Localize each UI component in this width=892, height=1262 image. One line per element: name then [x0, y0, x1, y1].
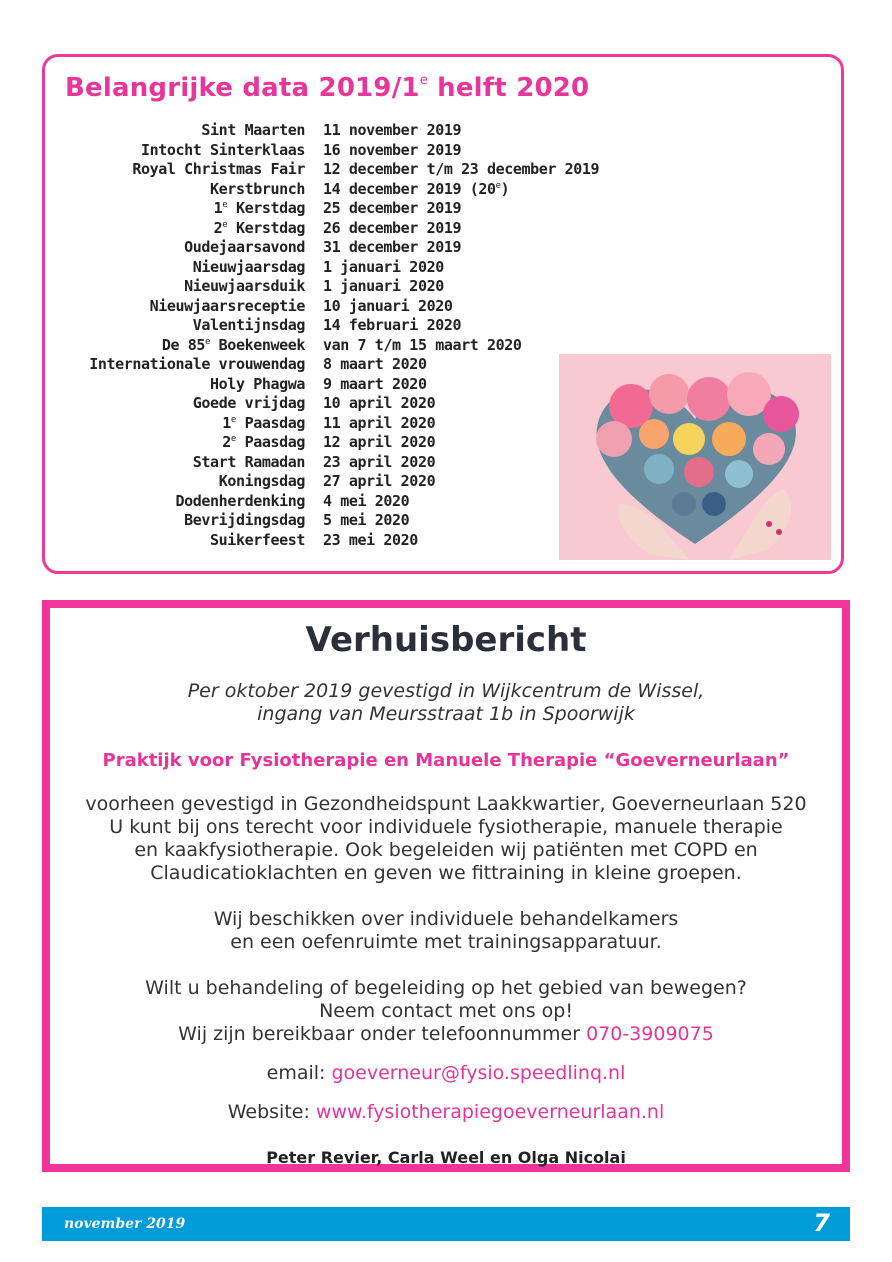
important-dates-box: Belangrijke data 2019/1e helft 2020 Sint Maarten 11 november 2019 Intocht Sinterklaas 16 november 2019 Royal Christmas Fair 12 december t/m 23 december 2019 Kerstbrunch 14 december 2019 (20e) 1e Kerstdag 25 december 2019 2e Kerstdag 26 december 2019 Oudejaarsavond 31 december 2019 Nieuwjaarsdag 1 januari 2020 Nieuwjaarsduik 1 januari 2020 Nieuwjaarsreceptie 10 januari 2020 Valentijnsdag 14 februari 2020 De 85e Boekenweek van 7 t/m 15 maart 2020 Internationale vrouwendag 8 maart 2020 Holy Phagwa 9 maart 2020 Goede vrijdag 10 april 2020 1e Paasdag 11 april 2020 2e Paasdag 12 april 2020 Start Ramadan 23 april 2020 Koningsdag 27 april 2020 Dodenherdenking 4 mei 2020 Bevrijdingsdag 5 mei 2020 Suikerfeest 23 mei 2020 — [42, 54, 844, 574]
page-footer — [42, 1207, 850, 1241]
flower-heart-image — [559, 354, 831, 560]
notice-intro — [50, 680, 842, 726]
email-line: email: goeverneur@fysio.speedlinq.nl — [266, 1062, 626, 1084]
paragraph-line: Wij beschikken over individuele behandelkamers — [213, 908, 679, 930]
paragraph-line: Wilt u behandeling of begeleiding op het gebied van bewegen? — [145, 977, 747, 999]
paragraph-line: en een oefenruimte met trainingsapparatuur. — [230, 931, 662, 953]
notice-paragraph — [50, 908, 842, 954]
practice-name: Praktijk voor Fysiotherapie en Manuele Therapie “Goeverneurlaan” — [102, 750, 790, 771]
paragraph-line: Neem contact met ons op! — [319, 1000, 573, 1022]
phone-number[interactable]: 070-3909075 — [586, 1023, 714, 1045]
moving-notice-box — [42, 600, 850, 1172]
notice-title: Verhuisbericht — [305, 620, 587, 660]
signature: Peter Revier, Carla Weel en Olga Nicolai — [266, 1148, 626, 1167]
website-link[interactable]: www.fysiotherapiegoeverneurlaan.nl — [315, 1101, 665, 1123]
phone-line: Wij zijn bereikbaar onder telefoonnummer 070-3909075 — [178, 1023, 714, 1045]
paragraph-line: Claudicatioklachten en geven we fittraining in kleine groepen. — [150, 862, 742, 884]
paragraph-line: en kaakfysiotherapie. Ook begeleiden wij patiënten met COPD en — [134, 839, 758, 861]
dates-title: Belangrijke data 2019/1e helft 2020 — [65, 73, 590, 103]
notice-paragraph — [50, 977, 842, 1046]
paragraph-line: voorheen gevestigd in Gezondheidspunt Laakkwartier, Goeverneurlaan 520 — [85, 793, 807, 815]
website-line: Website: www.fysiotherapiegoeverneurlaan.nl — [227, 1101, 665, 1123]
intro-line: ingang van Meursstraat 1b in Spoorwijk — [257, 703, 635, 725]
flower-heart-illustration — [559, 354, 831, 560]
page-number: 7 — [813, 1209, 830, 1237]
paragraph-line: U kunt bij ons terecht voor individuele fysiotherapie, manuele therapie — [109, 816, 783, 838]
email-link[interactable]: goeverneur@fysio.speedlinq.nl — [331, 1062, 626, 1084]
intro-line: Per oktober 2019 gevestigd in Wijkcentrum de Wissel, — [187, 680, 705, 702]
notice-paragraph — [50, 793, 842, 885]
footer-date: november 2019 — [64, 1216, 186, 1232]
